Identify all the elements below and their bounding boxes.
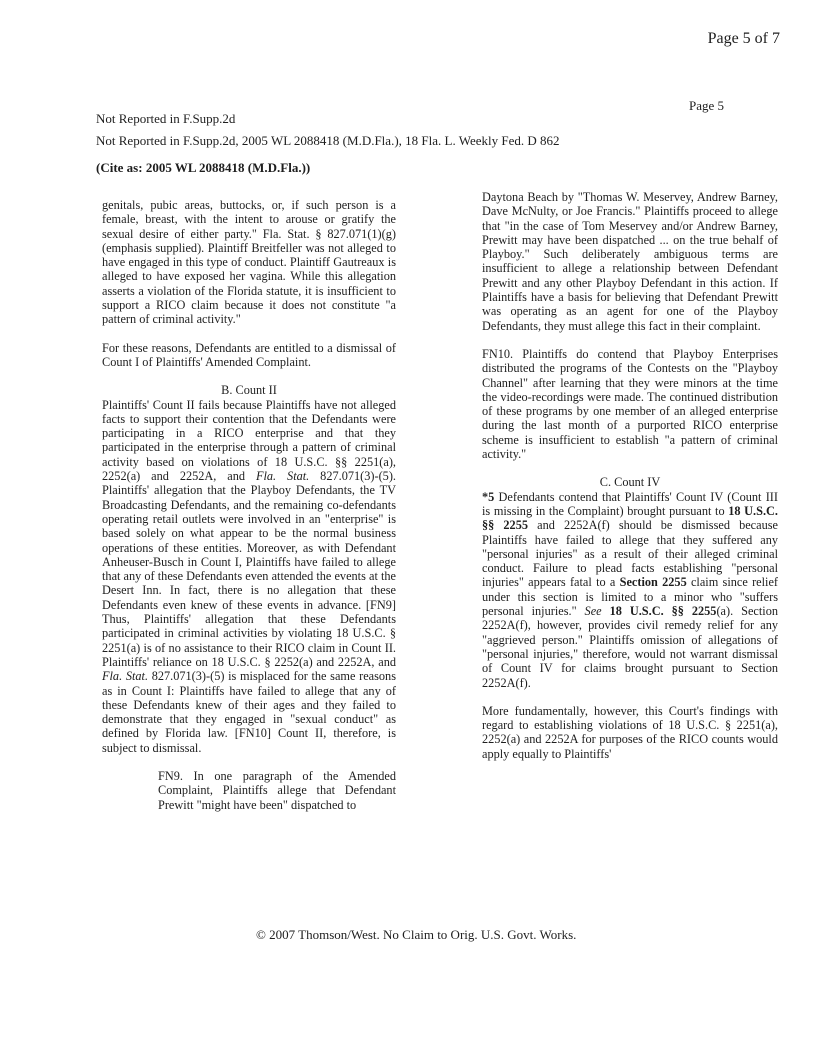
heading-count-iv: C. Count IV (599, 475, 661, 490)
paragraph-count-i-end: genitals, pubic areas, buttocks, or, if such person is a female, breast, with the intent to arouse or gratify the sexual desire of either party." Fla. Stat. § 827.071(1)(g) (emphasis supplied). Plaintiff Breitfeller was not alleged to have engaged in this type of conduct. Plaintiff Gautreaux is alleged to have exposed her vagina. While this allegation asserts a violation of the Florida statute, it is insufficient to support a RICO claim because it does not constitute "a pattern of criminal activity." (102, 198, 396, 327)
paragraph-more-fundamentally: More fundamentally, however, this Court's findings with regard to establishing violations of 18 U.S.C. § 2251(a), 2252(a) and 2252A for purposes of the RICO counts would apply equally to Plaintiffs' (482, 703, 778, 761)
signal-see: See (584, 604, 602, 619)
cite-as-line: (Cite as: 2005 WL 2088418 (M.D.Fla.)) (96, 160, 311, 175)
statute-link[interactable]: Section 2255 (619, 575, 687, 590)
star-page: *5 (482, 489, 495, 504)
statute-link[interactable]: 18 U.S.C. §§ 2255 (482, 503, 778, 533)
page-of-total: Page 5 of 7 (707, 30, 780, 47)
footnote-fn9-continued: Daytona Beach by "Thomas W. Meservey, Andrew Barney, Dave McNulty, or Joe Francis." Plaintiffs proceed to allege that "in the case of Tom Meservey and/or Andrew Barney, Prewitt may have been dispatched ... on the true behalf of Playboy." Such deliberately ambiguous terms are insufficient to allege a relationship between Defendant Prewitt and any other Playboy Defendant in this action. If Plaintiffs have a basis for believing that Defendant Prewitt was operating as an agent for one of the Playboy Defendants, they must allege this fact in their complaint. (482, 190, 778, 333)
text-run: (a). Section 2252A(f), however, provides civil remedy relief for any "aggrieved person." Plaintiffs omission of allegations of "personal injuries," therefore, would not warrant dismissal of Count IV for claims brought pursuant to Section 2252A(f). (482, 604, 778, 690)
left-column (102, 198, 396, 826)
footnote-fn9: FN9. In one paragraph of the Amended Complaint, Plaintiffs allege that Defendant Prewitt "might have been" dispatched to (158, 768, 396, 812)
footnote-fn10: FN10. Plaintiffs do contend that Playboy Enterprises distributed the programs of the Contests on the "Playboy Channel" after learning that they were minors at the time the video-recordings were made. The continued distribution of these programs by one member of an alleged enterprise during the last month of a purported RICO enterprise scheme is insufficient to establish "a pattern of criminal activity." (482, 346, 778, 462)
statute-italic: Fla. Stat. (102, 669, 149, 684)
reporter-line: Not Reported in F.Supp.2d (96, 111, 236, 126)
text-run: Defendants contend that Plaintiffs' Count IV (Count III is missing in the Complaint) brought pursuant to (482, 489, 778, 518)
text-run: 827.071(3)-(5) is misplaced for the same reasons as in Count I: Plaintiffs have failed to allege that any of these Defendants knew of their ages and they failed to demonstrate that they engaged in "sexual conduct" as defined by Florida law. [FN10] Count II, therefore, is subject to dismissal. (102, 669, 396, 755)
paragraph-count-ii (102, 398, 396, 755)
text-run: Plaintiffs' Count II fails because Plaintiffs have not alleged facts to support their contention that the Defendants were participating in a RICO enterprise and that they participated in the enterprise through a pattern of criminal activity based on violations of 18 U.S.C. §§ 2251(a), 2252(a) and 2252A, and (102, 397, 396, 484)
citation-line: Not Reported in F.Supp.2d, 2005 WL 2088418 (M.D.Fla.), 18 Fla. L. Weekly Fed. D 862 (96, 133, 560, 148)
page-label: Page 5 (688, 98, 724, 113)
text-run: claim since relief under this section is limited to a minor who "suffers personal injuries." (482, 575, 779, 619)
text-run: and 2252A(f) should be dismissed because Plaintiffs have failed to allege that they suffered any "personal injuries" as a result of their alleged criminal conduct. Failure to plead facts establishing "personal injuries" appears fatal to a (482, 518, 778, 590)
paragraph-dismissal-count-i: For these reasons, Defendants are entitled to a dismissal of Count I of Plaintiffs' Amended Complaint. (102, 340, 396, 369)
paragraph-count-iv (482, 490, 778, 690)
copyright-footer: © 2007 Thomson/West. No Claim to Orig. U.S. Govt. Works. (256, 927, 577, 942)
statute-link[interactable]: 18 U.S.C. §§ 2255 (609, 604, 717, 619)
heading-count-ii: B. Count II (221, 383, 277, 398)
right-column (482, 190, 778, 775)
text-run: 827.071(3)-(5). Plaintiffs' allegation that the Playboy Defendants, the TV Broadcasting Defendants, and the remaining co-defendants operating retail outlets were involved in an "enterprise" is based solely on what appear to be the normal business operations of these entities. Moreover, as with Defendant Anheuser-Busch in Count I, Plaintiffs have failed to allege that any of these Defendants even attended the events at the Desert Inn. In fact, there is no allegation that these Defendants even knew of these events in advance. [FN9] Thus, Plaintiffs' allegation that these Defendants participated in criminal activities by violating 18 U.S.C. § 2251(a) is of no assistance to their RICO claim in Count II. Plaintiffs' reliance on 18 U.S.C. § 2252(a) and 2252A, and (102, 469, 396, 669)
statute-italic: Fla. Stat. (255, 469, 310, 484)
